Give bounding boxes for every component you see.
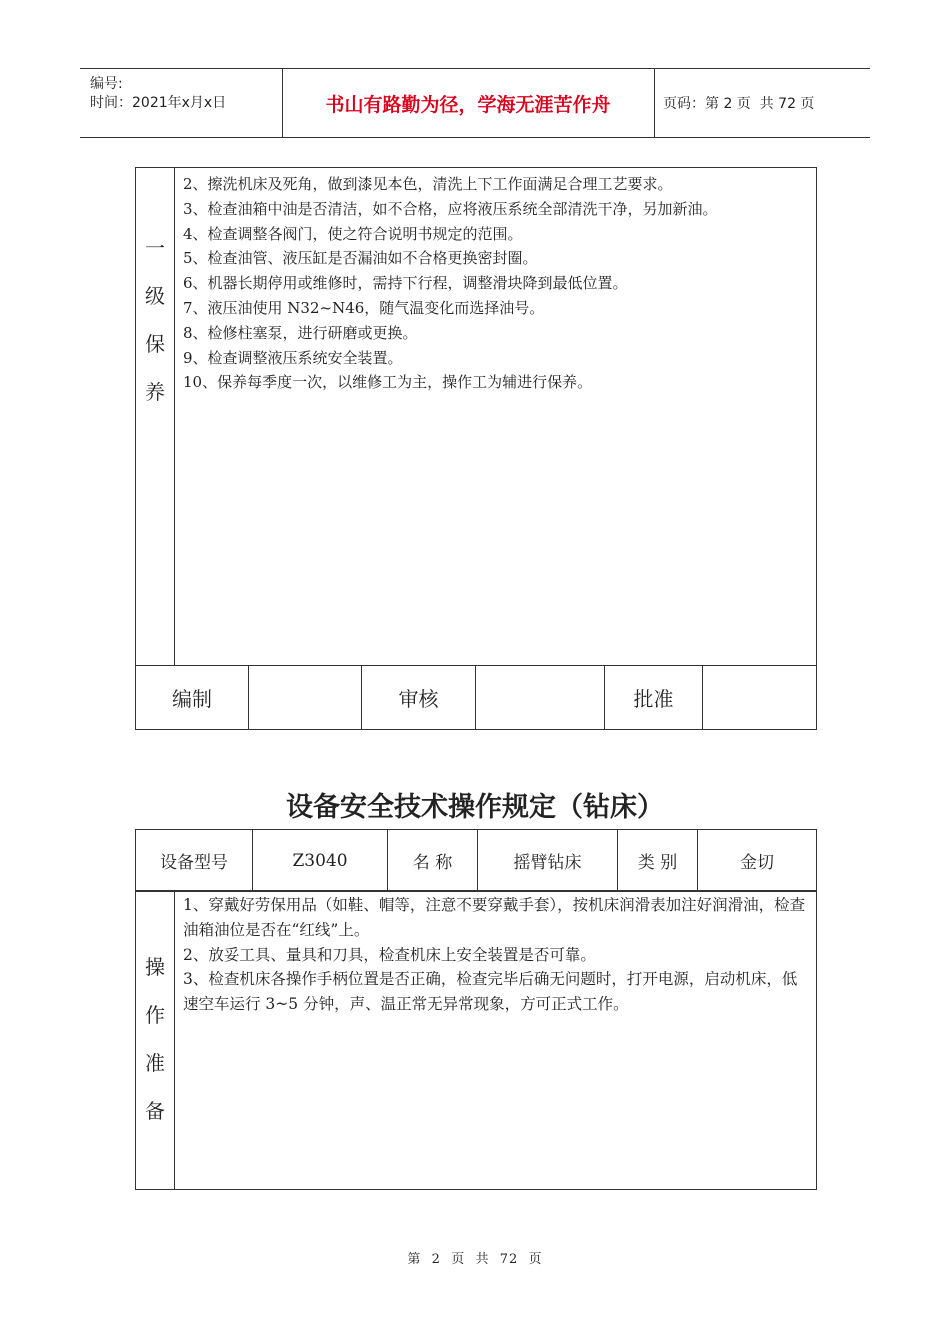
list-item: 1、穿戴好劳保用品（如鞋、帽等，注意不要穿戴手套），按机床润滑表加注好润滑油，检查油箱油位是否在“红线”上。 (183, 896, 806, 939)
name-value: 摇臂钻床 (478, 830, 618, 892)
model-value: Z3040 (253, 830, 388, 892)
maintenance-label: 一 级 保 养 (136, 168, 175, 666)
maintenance-table (135, 167, 817, 666)
list-item: 4、检查调整各阀门，使之符合说明书规定的范围。 (183, 224, 523, 243)
maintenance-items (175, 168, 817, 666)
number-label: 编号: (90, 76, 123, 92)
list-item: 10、保养每季度一次，以维修工为主，操作工为辅进行保养。 (183, 373, 593, 392)
page-label: 页码：第 2 页 共 72 页 (663, 96, 815, 112)
compile-value (249, 666, 362, 730)
list-item: 8、检修柱塞泵，进行研磨或更换。 (183, 323, 418, 342)
list-item: 3、检查机床各操作手柄位置是否正确，检查完毕后确无问题时，打开电源，启动机床，低速空车运行 3~5 分钟，声、温正常无异常现象，方可正式工作。 (183, 970, 798, 1014)
category-value: 金切 (698, 830, 817, 892)
list-item: 3、检查油箱中油是否清洁，如不合格，应将液压系统全部清洗干净，另加新油。 (183, 199, 718, 218)
operation-prep-items (175, 891, 817, 1190)
review-label: 审核 (362, 666, 476, 730)
list-item: 9、检查调整液压系统安全装置。 (183, 348, 403, 367)
name-label: 名 称 (388, 830, 478, 892)
model-label: 设备型号 (136, 830, 253, 892)
header-meta (80, 69, 283, 137)
list-item: 2、放妥工具、量具和刀具，检查机床上安全装置是否可靠。 (183, 945, 596, 964)
category-label: 类 别 (618, 830, 698, 892)
page-footer: 第 2 页 共 72 页 (407, 1252, 543, 1267)
list-item: 6、机器长期停用或维修时，需持下行程，调整滑块降到最低位置。 (183, 274, 628, 293)
section-title: 设备安全技术操作规定（钻床） (286, 792, 664, 823)
operation-prep-table (135, 890, 817, 1190)
list-item: 7、液压油使用 N32~N46，随气温变化而选择油号。 (183, 298, 545, 317)
equipment-table (135, 829, 817, 892)
compile-label: 编制 (136, 666, 249, 730)
list-item: 5、检查油管、液压缸是否漏油如不合格更换密封圈。 (183, 249, 538, 268)
page-header (80, 68, 870, 138)
operation-prep-label: 操 作 准 备 (136, 891, 175, 1190)
review-value (476, 666, 605, 730)
list-item: 2、擦洗机床及死角，做到漆见本色，清洗上下工作面满足合理工艺要求。 (183, 175, 673, 193)
time-label: 时间：2021年x月x日 (90, 95, 227, 111)
approve-label: 批准 (605, 666, 703, 730)
motto: 书山有路勤为径，学海无涯苦作舟 (282, 69, 655, 137)
approve-value (703, 666, 817, 730)
signoff-table (135, 665, 817, 730)
